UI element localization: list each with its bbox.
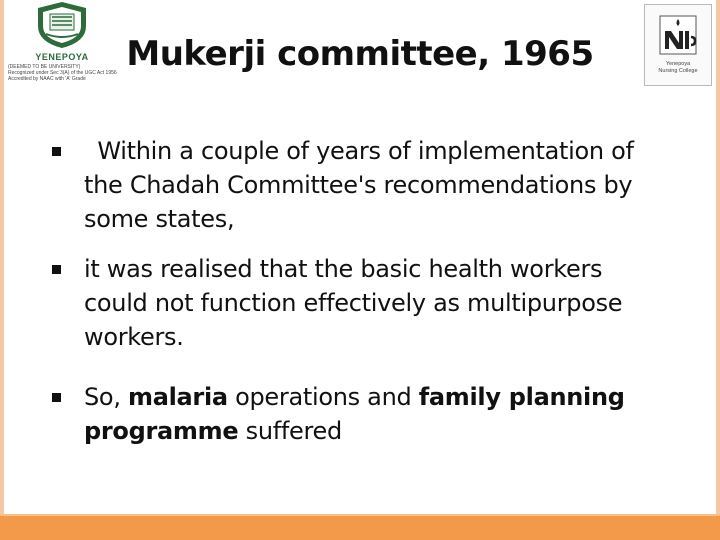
footer-bar xyxy=(0,516,720,540)
logo-name: YENEPOYA xyxy=(35,52,89,62)
slide-frame-left xyxy=(0,0,4,540)
logo-subtext-line: (DEEMED TO BE UNIVERSITY) xyxy=(8,64,81,70)
logo-subtext-line: Recognized under Sec 3(A) of the UGC Act 1956 xyxy=(8,70,117,76)
bullet-line: it was realised that the basic health workers xyxy=(84,255,603,283)
bullet-text-part: suffered xyxy=(238,417,342,445)
yenepoya-crest-icon xyxy=(32,0,92,50)
bullet-line: workers. xyxy=(84,323,184,351)
nursing-college-logo xyxy=(644,4,712,86)
bullet-text xyxy=(84,380,704,448)
bullet-text-part: So, xyxy=(84,383,128,411)
slide-frame-right xyxy=(716,0,720,540)
bullet-text xyxy=(84,252,704,354)
bullet-square-icon xyxy=(52,265,61,274)
slide-title: Mukerji committee, 1965 xyxy=(126,34,594,74)
logo-caption-line: Yenepoya xyxy=(665,61,691,67)
bullet-square-icon xyxy=(52,393,61,402)
bullet-line xyxy=(84,380,704,414)
bullet-line: Within a couple of years of implementation of xyxy=(90,137,634,165)
bullet-emphasis-programme: programme xyxy=(84,417,239,445)
bullet-emphasis-family-planning: family planning xyxy=(418,383,625,411)
bullet-line: the Chadah Committee's recommendations by xyxy=(84,171,633,199)
nursing-college-emblem-icon xyxy=(659,15,697,55)
bullet-line: some states, xyxy=(84,205,235,233)
logo-subtext xyxy=(8,64,116,82)
logo-subtext-line: Accredited by NAAC with 'A' Grade xyxy=(8,76,86,82)
logo-caption xyxy=(645,61,711,75)
bullet-square-icon xyxy=(52,147,61,156)
bullet-text xyxy=(84,134,710,236)
bullet-emphasis-malaria: malaria xyxy=(127,383,228,411)
bullet-text-part: operations and xyxy=(227,383,419,411)
yenepoya-logo xyxy=(8,0,116,96)
logo-caption-line: Nursing College xyxy=(658,68,698,74)
bullet-line: could not function effectively as multipurpose xyxy=(84,289,623,317)
bullet-line xyxy=(84,414,704,448)
